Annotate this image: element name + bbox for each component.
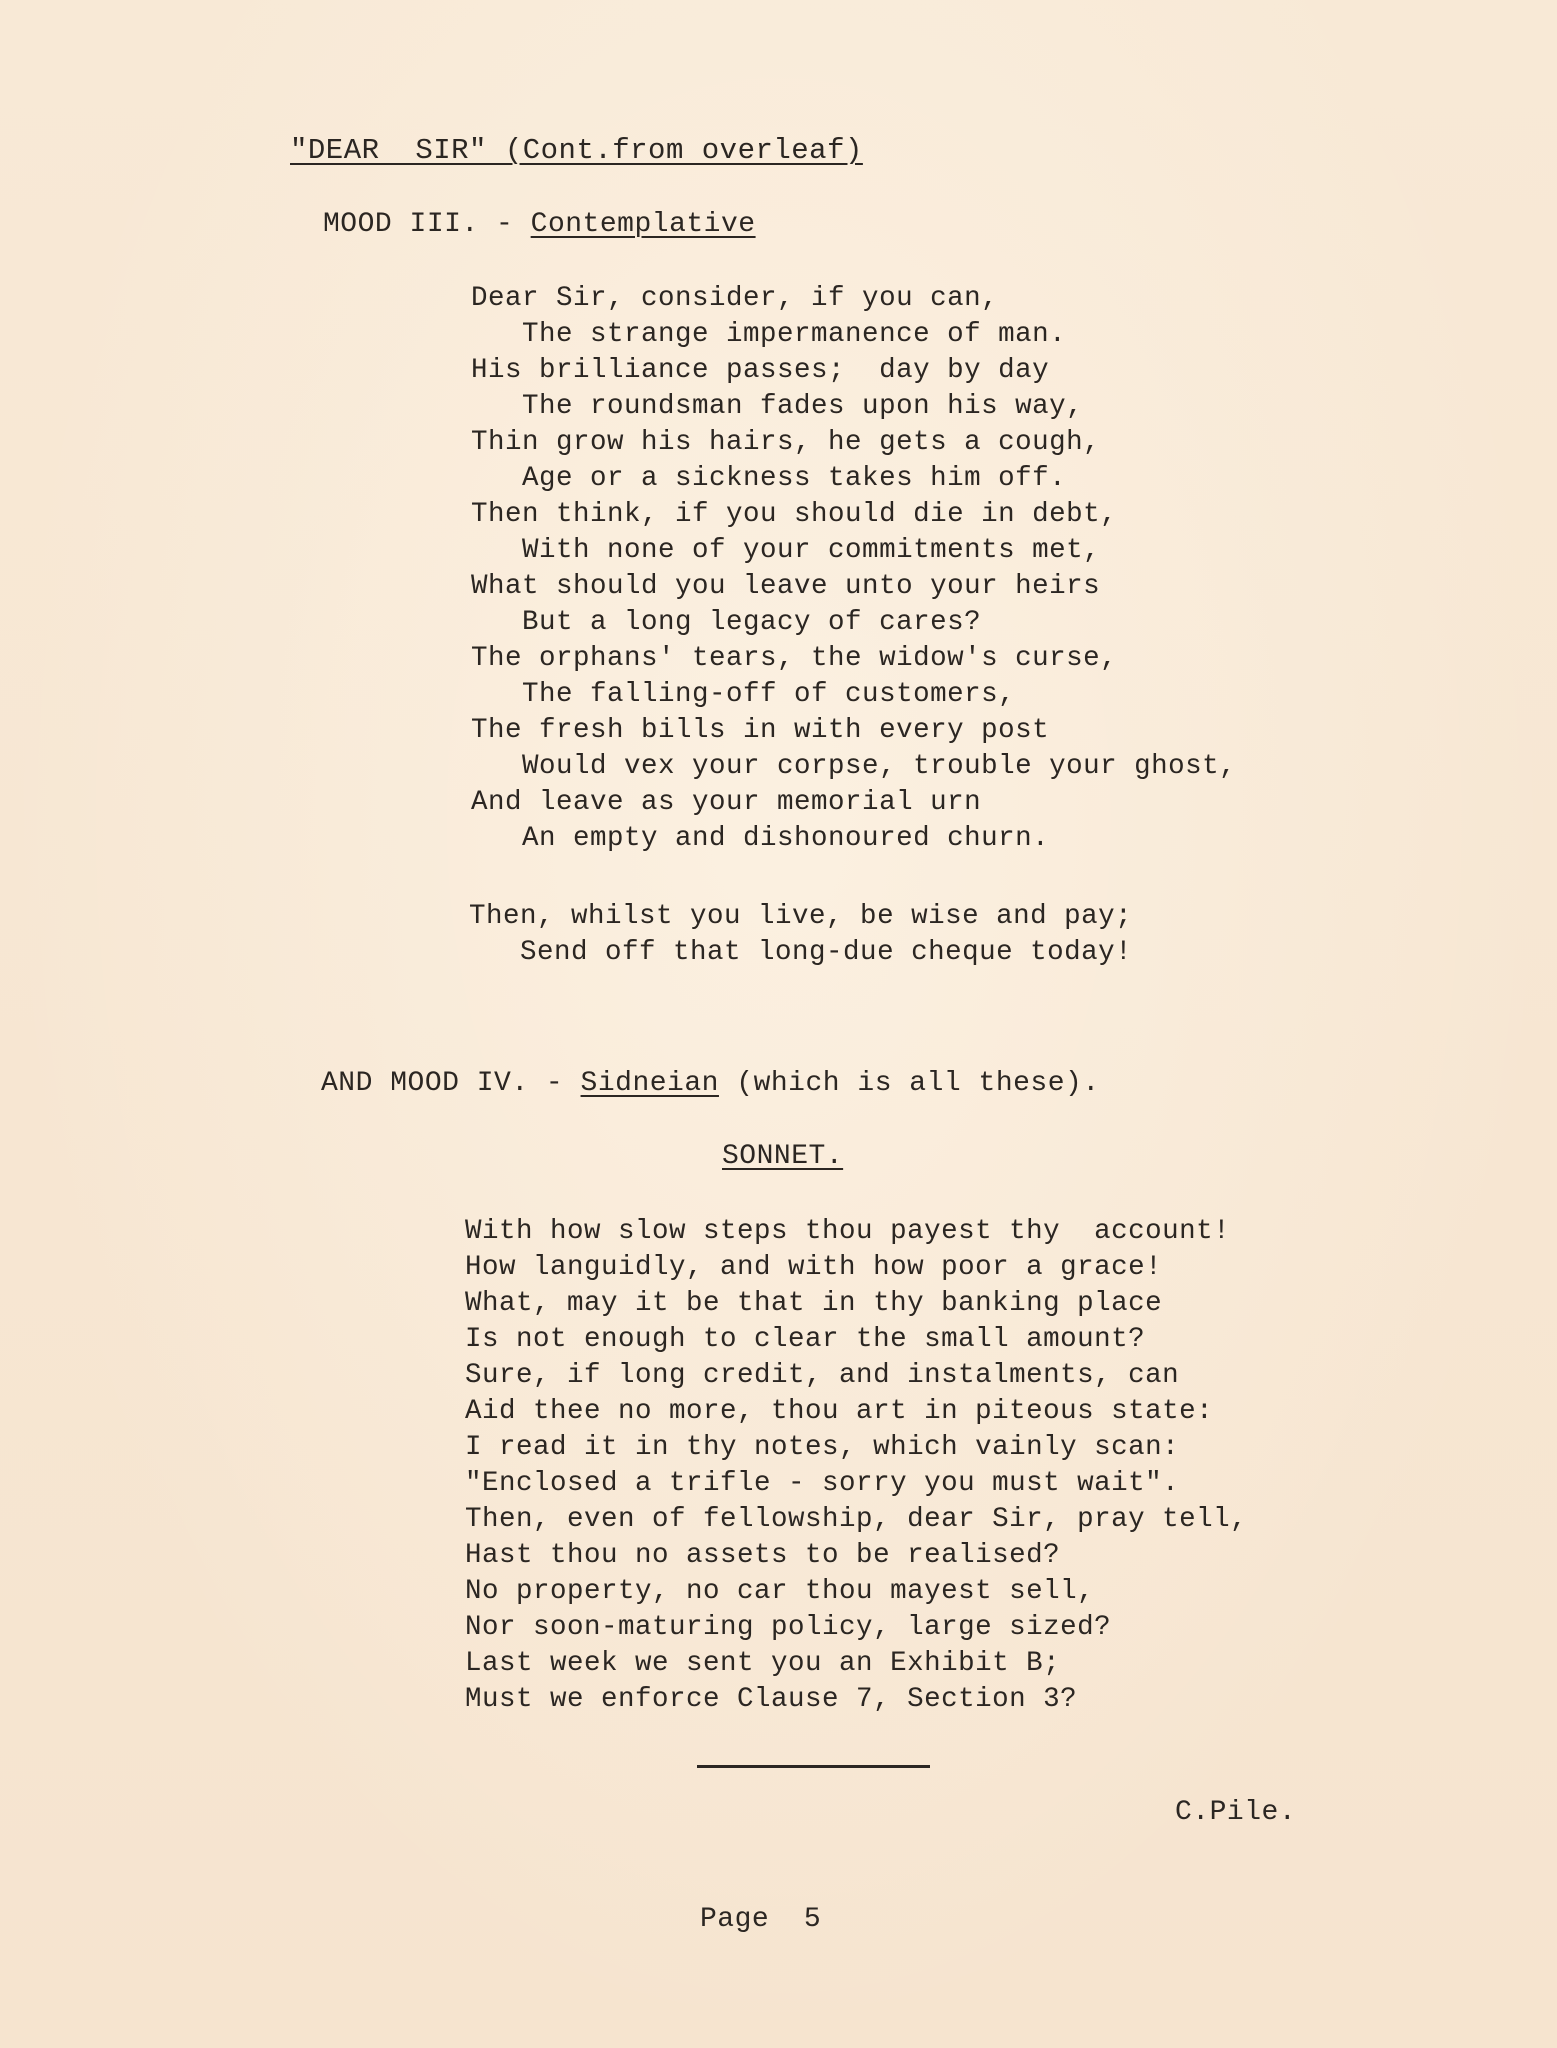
sonnet-title: SONNET. — [722, 1141, 844, 1172]
poem-couplet-line: Send off that long-due cheque today! — [469, 937, 1133, 968]
poem-line: With none of your commitments met, — [471, 535, 1101, 566]
poem-line: Age or a sickness takes him off. — [471, 463, 1067, 494]
poem-line: The strange impermanence of man. — [471, 319, 1067, 350]
poem-line: Dear Sir, consider, if you can, — [471, 283, 999, 314]
mood-4-prefix: AND MOOD IV. - — [321, 1068, 581, 1099]
poem-line: The fresh bills in with every post — [471, 715, 1050, 746]
mood-3-prefix: MOOD III. - — [323, 209, 531, 240]
sonnet-line: Is not enough to clear the small amount? — [465, 1324, 1146, 1355]
mood-4-suffix: (which is all these). — [718, 1068, 1100, 1099]
sonnet-line: I read it in thy notes, which vainly scan: — [465, 1432, 1180, 1463]
sonnet-line: Aid thee no more, thou art in piteous state: — [465, 1396, 1214, 1427]
mood-4-heading — [321, 1066, 1100, 1102]
sonnet-line: "Enclosed a trifle - sorry you must wait". — [465, 1468, 1180, 1499]
mood-3-name: Contemplative — [530, 209, 756, 240]
poem-line: Then think, if you should die in debt, — [471, 499, 1118, 530]
poem-line: The falling-off of customers, — [471, 679, 1016, 710]
sonnet-line: What, may it be that in thy banking place — [465, 1288, 1163, 1319]
sonnet-line: How languidly, and with how poor a grace! — [465, 1252, 1163, 1283]
mood-4-name: Sidneian — [580, 1068, 719, 1099]
author-signature: C.Pile. — [1175, 1797, 1297, 1828]
sonnet-line: Sure, if long credit, and instalments, can — [465, 1360, 1180, 1391]
mood-3-heading — [323, 207, 756, 243]
sonnet-line: Last week we sent you an Exhibit B; — [465, 1648, 1061, 1679]
poem-line: An empty and dishonoured churn. — [471, 823, 1050, 854]
page-number: Page 5 — [700, 1904, 822, 1935]
sonnet-line: Then, even of fellowship, dear Sir, pray tell, — [465, 1504, 1248, 1535]
sonnet-line: No property, no car thou mayest sell, — [465, 1576, 1095, 1607]
sonnet-line: Nor soon-maturing policy, large sized? — [465, 1612, 1112, 1643]
poem-line: The roundsman fades upon his way, — [471, 391, 1084, 422]
sonnet-line: Hast thou no assets to be realised? — [465, 1540, 1061, 1571]
poem-line: Would vex your corpse, trouble your ghost, — [471, 751, 1237, 782]
section-divider — [697, 1765, 930, 1768]
sonnet-line: With how slow steps thou payest thy account! — [465, 1216, 1231, 1247]
poem-line: The orphans' tears, the widow's curse, — [471, 643, 1118, 674]
poem-line: And leave as your memorial urn — [471, 787, 982, 818]
poem-line: But a long legacy of cares? — [471, 607, 982, 638]
poem-couplet-line: Then, whilst you live, be wise and pay; — [469, 901, 1133, 932]
poem-line: Thin grow his hairs, he gets a cough, — [471, 427, 1101, 458]
poem-line: His brilliance passes; day by day — [471, 355, 1050, 386]
poem-line: What should you leave unto your heirs — [471, 571, 1101, 602]
sonnet-line: Must we enforce Clause 7, Section 3? — [465, 1684, 1078, 1715]
page-header-title: "DEAR SIR" (Cont.from overleaf) — [290, 134, 863, 167]
